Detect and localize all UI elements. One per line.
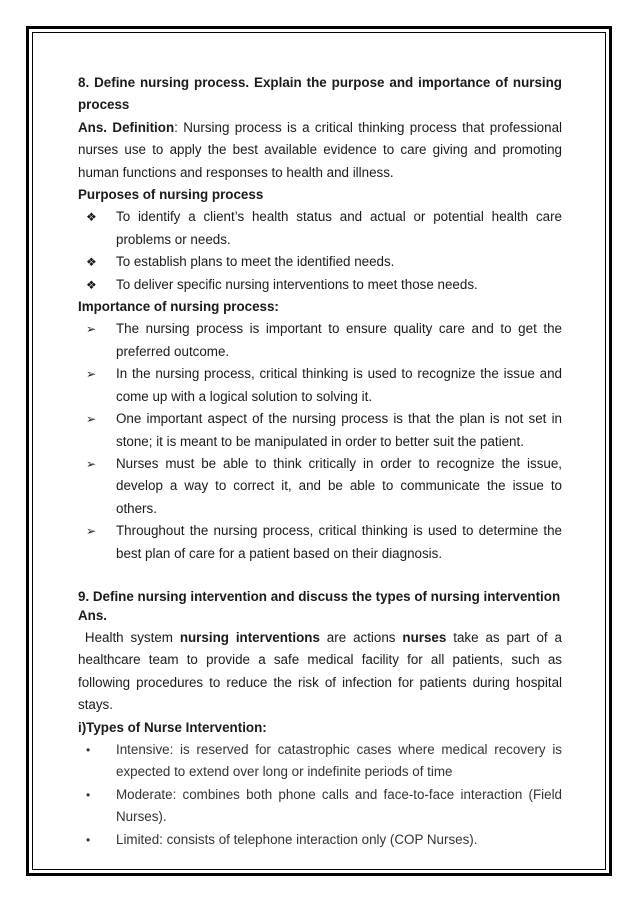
types-list <box>78 739 562 851</box>
list-item-text: Nurses must be able to think critically in order to recognize the issue, develop a way to correct it, and be able to communicate the issue to others. <box>116 455 562 516</box>
list-item <box>78 739 562 784</box>
list-item <box>78 251 562 273</box>
section-gap <box>78 565 562 587</box>
list-item <box>78 206 562 251</box>
intro-text: Health system <box>78 629 180 645</box>
intro-bold-text: nurses <box>402 629 447 645</box>
importance-list <box>78 318 562 564</box>
intro-bold-text: nursing interventions <box>179 629 320 645</box>
diamond-bullet-icon: ❖ <box>86 210 97 225</box>
list-item <box>78 829 562 851</box>
list-item-text: Throughout the nursing process, critical thinking is used to determine the best plan of care for a patient based on their diagnosis. <box>116 523 562 561</box>
list-item-text: Moderate: combines both phone calls and face-to-face interaction (Field Nurses). <box>116 786 562 825</box>
list-item-text: In the nursing process, critical thinking is used to recognize the issue and come up with a logical solution to solving it. <box>116 366 562 404</box>
list-item <box>78 520 562 565</box>
list-item-text: One important aspect of the nursing process is that the plan is not set in stone; it is meant to be manipulated in order to better suit the patient. <box>116 411 562 449</box>
list-item <box>78 784 562 829</box>
diamond-bullet-icon: ❖ <box>86 255 97 270</box>
purposes-list <box>78 206 562 296</box>
list-item <box>78 318 562 363</box>
arrow-bullet-icon: ➢ <box>86 322 97 337</box>
question-8-title: 8. Define nursing process. Explain the purpose and importance of nursing process <box>78 75 562 113</box>
diamond-bullet-icon: ❖ <box>86 277 97 292</box>
arrow-bullet-icon: ➢ <box>86 367 97 382</box>
list-item-text: To deliver specific nursing interventions to meet those needs. <box>116 276 478 292</box>
intro-text: take as part of a healthcare team to provide a safe medical facility for all patients, such as following procedures to reduce the risk of infection for patients during hospital stays. <box>78 629 566 713</box>
list-item-text: To establish plans to meet the identified needs. <box>116 254 395 270</box>
question-9-intro <box>78 627 566 717</box>
importance-heading: Importance of nursing process: <box>78 299 279 315</box>
dot-bullet-icon: • <box>86 787 91 802</box>
answer-label: Ans. Definition <box>78 119 175 135</box>
list-item-text: Limited: consists of telephone interaction only (COP Nurses). <box>116 831 478 847</box>
question-9-title: 9. Define nursing intervention and discuss the types of nursing intervention <box>78 588 561 604</box>
arrow-bullet-icon: ➢ <box>86 412 97 427</box>
list-item-text: To identify a client’s health status and actual or potential health care problems or needs. <box>116 209 562 247</box>
list-item-text: Intensive: is reserved for catastrophic cases where medical recovery is expected to extend over long or indefinite periods of time <box>116 741 562 780</box>
dot-bullet-icon: • <box>86 832 91 847</box>
arrow-bullet-icon: ➢ <box>86 524 97 539</box>
question-9-answer-label: Ans. <box>78 607 108 623</box>
definition-text: : Nursing process is a critical thinking process that professional nurses use to apply the best available evidence to care giving and promoting human functions and responses to health and illness. <box>78 119 562 180</box>
arrow-bullet-icon: ➢ <box>86 456 97 471</box>
intro-text: are actions <box>319 629 403 645</box>
list-item <box>78 408 562 453</box>
types-heading: i)Types of Nurse Intervention: <box>78 719 267 735</box>
list-item <box>78 363 562 408</box>
list-item <box>78 274 562 296</box>
list-item <box>78 453 562 520</box>
dot-bullet-icon: • <box>86 742 91 757</box>
list-item-text: The nursing process is important to ensure quality care and to get the preferred outcome. <box>116 321 562 359</box>
question-8-definition <box>78 117 562 184</box>
document-body <box>78 72 566 851</box>
purposes-heading: Purposes of nursing process <box>78 187 264 203</box>
